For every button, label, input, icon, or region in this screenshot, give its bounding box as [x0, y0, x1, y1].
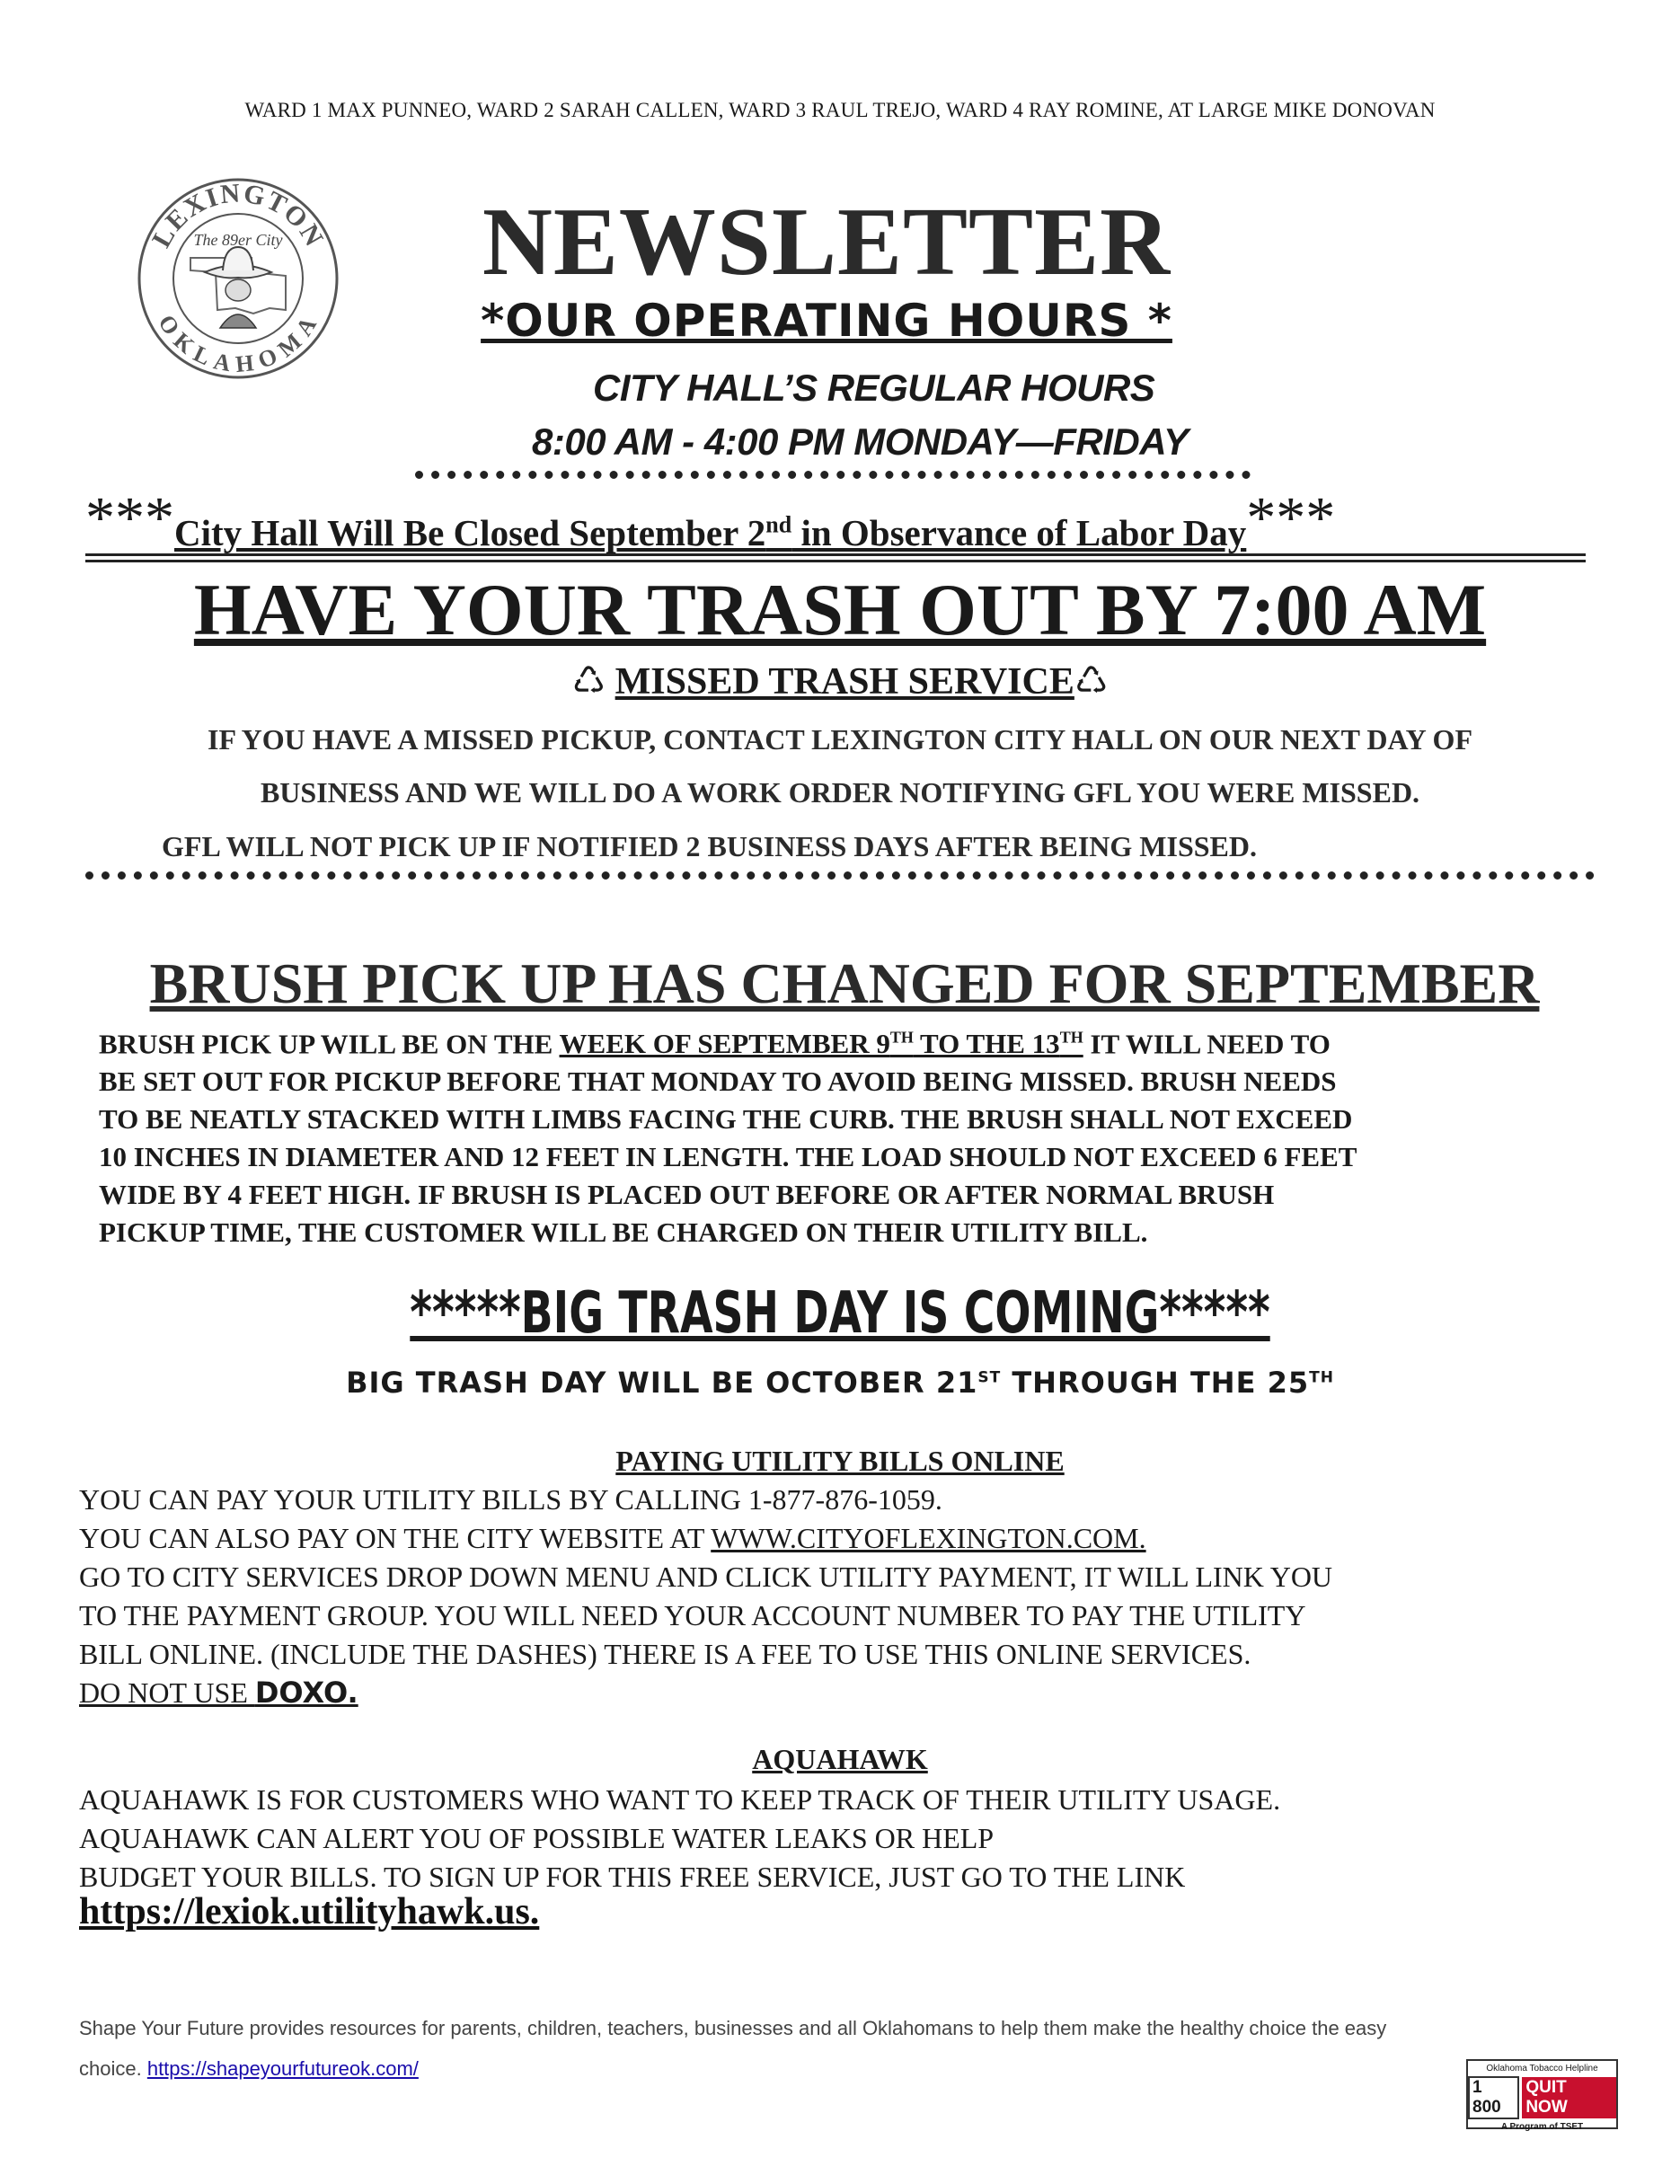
seal-graphic	[135, 175, 341, 382]
closure-text	[174, 512, 1246, 553]
big-trash-heading-text: *****BIG TRASH DAY IS COMING*****	[410, 1280, 1270, 1347]
brush-line-6: PICKUP TIME, THE CUSTOMER WILL BE CHARGED ON THEIR UTILITY BILL.	[99, 1216, 1148, 1249]
aquahawk-line-3: BUDGET YOUR BILLS. TO SIGN UP FOR THIS FREE SERVICE, JUST GO TO THE LINK	[79, 1861, 1186, 1893]
doxo-warning: DOXO.	[254, 1676, 358, 1710]
missed-line-2: BUSINESS AND WE WILL DO A WORK ORDER NOTIFYING GFL YOU WERE MISSED.	[260, 776, 1420, 809]
closure-notice	[85, 485, 1595, 558]
utility-line-5: BILL ONLINE. (INCLUDE THE DASHES) THERE IS A FEE TO USE THIS ONLINE SERVICES.	[79, 1638, 1251, 1670]
missed-trash-label: MISSED TRASH SERVICE	[615, 661, 1074, 703]
utility-line-4: TO THE PAYMENT GROUP. YOU WILL NEED YOUR ACCOUNT NUMBER TO PAY THE UTILITY	[79, 1599, 1306, 1631]
quitline-bottom: A Program of TSET	[1500, 2122, 1584, 2132]
closure-text-before: City Hall Will Be Closed September 2	[174, 512, 766, 553]
quitline-top: Oklahoma Tobacco Helpline	[1486, 2064, 1598, 2073]
brush-line-2: BE SET OUT FOR PICKUP BEFORE THAT MONDAY TO AVOID BEING MISSED. BRUSH NEEDS	[99, 1065, 1337, 1098]
closure-text-after: in Observance of Labor Day	[791, 512, 1247, 553]
missed-line-1: IF YOU HAVE A MISSED PICKUP, CONTACT LEXINGTON CITY HALL ON OUR NEXT DAY OF	[208, 723, 1472, 756]
city-seal	[135, 175, 341, 382]
aquahawk-body	[79, 1781, 1280, 1897]
recycle-icon: ♺	[571, 659, 606, 703]
council-line: WARD 1 MAX PUNNEO, WARD 2 SARAH CALLEN, WARD 3 RAUL TREJO, WARD 4 RAY ROMINE, AT LARGE MIKE DONOVAN	[244, 99, 1436, 121]
hours-heading	[359, 295, 1294, 347]
missed-trash-title	[0, 659, 1680, 703]
footer-choice: choice.	[79, 2057, 147, 2080]
brush-paragraph	[99, 1019, 1357, 1251]
dotted-divider-2	[85, 871, 1595, 880]
aquahawk-line-1: AQUAHAWK IS FOR CUSTOMERS WHO WANT TO KEEP TRACK OF THEIR UTILITY USAGE.	[79, 1783, 1281, 1816]
aquahawk-line-2: AQUAHAWK CAN ALERT YOU OF POSSIBLE WATER LEAKS OR HELP	[79, 1822, 995, 1854]
brush-line-4: 10 INCHES IN DIAMETER AND 12 FEET IN LENGTH. THE LOAD SHOULD NOT EXCEED 6 FEET	[99, 1141, 1357, 1173]
quitline-badge	[1466, 2059, 1618, 2132]
brush-line-3: TO BE NEATLY STACKED WITH LIMBS FACING THE CURB. THE BRUSH SHALL NOT EXCEED	[99, 1103, 1353, 1136]
double-rule	[85, 553, 1586, 562]
hours-line-2: 8:00 AM - 4:00 PM MONDAY—FRIDAY	[532, 420, 1189, 463]
recycle-icon: ♺	[1074, 659, 1109, 703]
city-website-link[interactable]: WWW.CITYOFLEXINGTON.COM.	[711, 1522, 1146, 1554]
newsletter-title: NEWSLETTER	[482, 189, 1172, 296]
trash-heading: HAVE YOUR TRASH OUT BY 7:00 AM	[193, 569, 1487, 650]
quitline-quit: QUIT NOW	[1522, 2077, 1616, 2118]
big-trash-dates: BIG TRASH DAY WILL BE OCTOBER 21ST THROUGH THE 25TH	[346, 1366, 1334, 1400]
svg-text:The 89er City: The 89er City	[193, 231, 283, 249]
brush-line-1: BRUSH PICK UP WILL BE ON THE WEEK OF SEPTEMBER 9TH TO THE 13TH IT WILL NEED TO	[99, 1028, 1331, 1060]
quitline-number: 1 800	[1468, 2076, 1519, 2119]
big-trash-heading	[151, 1280, 1528, 1347]
brush-line-5: WIDE BY 4 FEET HIGH. IF BRUSH IS PLACED OUT BEFORE OR AFTER NORMAL BRUSH	[99, 1179, 1275, 1211]
footer-text-1: Shape Your Future provides resources for parents, children, teachers, businesses and all Oklahomans to help them make the healthy choice the easy	[79, 2017, 1387, 2039]
closure-sup: nd	[765, 511, 792, 538]
stars-right: ***	[1246, 485, 1336, 551]
aquahawk-heading: AQUAHAWK	[752, 1743, 928, 1775]
utility-line-6: DO NOT USE DOXO.	[79, 1676, 358, 1710]
hours-heading-text: *OUR OPERATING HOURS *	[481, 295, 1172, 347]
hours-line-1: CITY HALL’S REGULAR HOURS	[593, 367, 1155, 409]
utility-line-1: YOU CAN PAY YOUR UTILITY BILLS BY CALLING 1-877-876-1059.	[79, 1483, 942, 1516]
utility-line-2: YOU CAN ALSO PAY ON THE CITY WEBSITE AT WWW.CITYOFLEXINGTON.COM.	[79, 1522, 1146, 1554]
utility-body	[79, 1481, 1332, 1712]
dotted-divider-1	[415, 471, 1251, 479]
missed-line-3: GFL WILL NOT PICK UP IF NOTIFIED 2 BUSINESS DAYS AFTER BEING MISSED.	[162, 830, 1257, 862]
svg-text:OKLAHOMA: OKLAHOMA	[153, 310, 323, 378]
svg-text:LEXINGTON: LEXINGTON	[146, 178, 330, 253]
utility-heading: PAYING UTILITY BILLS ONLINE	[615, 1445, 1065, 1477]
brush-heading: BRUSH PICK UP HAS CHANGED FOR SEPTEMBER	[149, 951, 1540, 1015]
stars-left: ***	[85, 485, 174, 551]
utility-line-3: GO TO CITY SERVICES DROP DOWN MENU AND CLICK UTILITY PAYMENT, IT WILL LINK YOU	[79, 1561, 1333, 1593]
shape-your-future-link[interactable]: https://shapeyourfutureok.com/	[146, 2057, 419, 2080]
aquahawk-link[interactable]: https://lexiok.utilityhawk.us.	[79, 1891, 540, 1932]
footer-text-2	[79, 2057, 419, 2081]
